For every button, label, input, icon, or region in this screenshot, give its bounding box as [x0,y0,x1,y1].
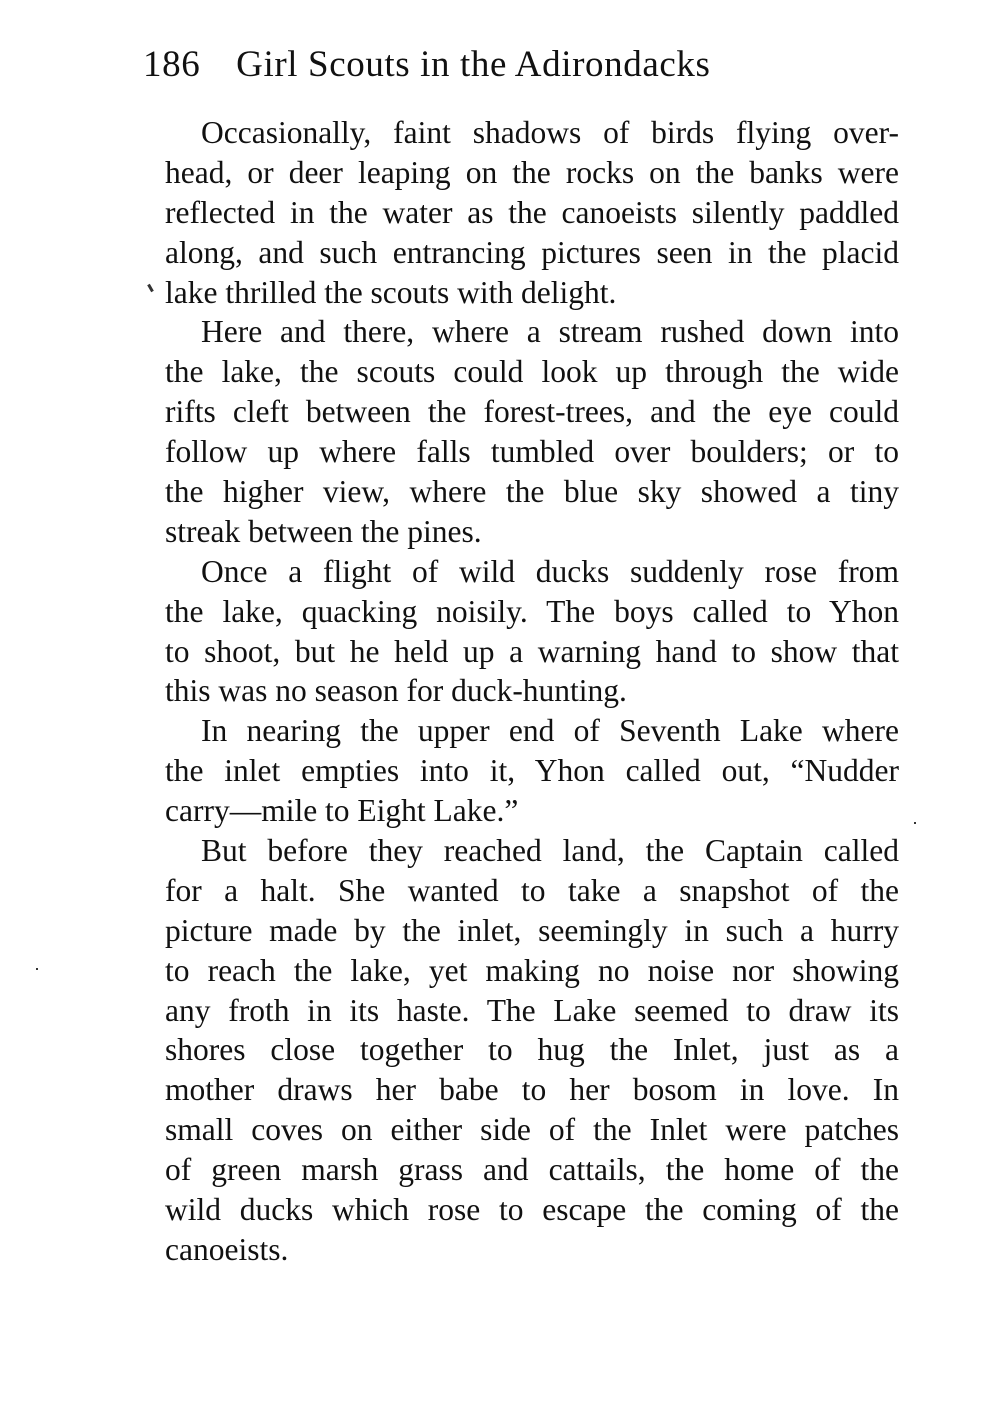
scan-speck [914,822,916,824]
text-line: In nearing the upper end of Seventh Lake where [201,713,899,749]
text-line: Once a flight of wild ducks suddenly rose from [201,553,899,589]
scan-speck [147,284,154,292]
text-line: head, or deer leaping on the rocks on the banks were [165,154,899,190]
page-number: 186 [143,44,201,85]
scan-speck [36,968,38,970]
text-line: carry—mile to Eight Lake.” [165,793,519,829]
text-line: to reach the lake, yet making no noise nor showing [165,952,899,988]
text-line: small coves on either side of the Inlet were patches [165,1112,899,1148]
text-line: rifts cleft between the forest-trees, and the eye could [165,394,899,430]
text-line: Here and there, where a stream rushed down into [201,314,899,350]
text-line: the lake, quacking noisily. The boys called to Yhon [165,593,899,629]
text-line: for a halt. She wanted to take a snapshot of the [165,872,899,908]
text-line: the inlet empties into it, Yhon called out, “Nudder [165,753,899,789]
text-line: Occasionally, faint shadows of birds flying over- [201,115,899,150]
text-line: wild ducks which rose to escape the coming of the [165,1192,899,1228]
text-line: canoeists. [165,1231,289,1267]
text-line: the higher view, where the blue sky showed a tiny [165,474,899,510]
text-line: follow up where falls tumbled over boulders; or to [165,434,899,470]
text-line: any froth in its haste. The Lake seemed to draw its [165,992,899,1028]
text-line: But before they reached land, the Captain called [201,833,899,869]
text-line: reflected in the water as the canoeists silently paddled [165,194,899,230]
running-head [143,40,843,90]
text-line: to shoot, but he held up a warning hand to show that [165,633,899,669]
text-line: the lake, the scouts could look up through the wide [165,354,899,390]
text-line: shores close together to hug the Inlet, just as a [165,1032,899,1068]
text-line: mother draws her babe to her bosom in love. In [165,1072,899,1108]
body-text [165,113,899,1270]
text-line: this was no season for duck-hunting. [165,673,627,709]
text-line: along, and such entrancing pictures seen in the placid [165,234,899,270]
text-line: streak between the pines. [165,513,482,549]
running-title: Girl Scouts in the Adirondacks [236,44,711,85]
text-line: lake thrilled the scouts with delight. [165,274,617,310]
text-line: of green marsh grass and cattails, the home of the [165,1152,899,1188]
text-line: picture made by the inlet, seemingly in such a hurry [165,912,899,948]
